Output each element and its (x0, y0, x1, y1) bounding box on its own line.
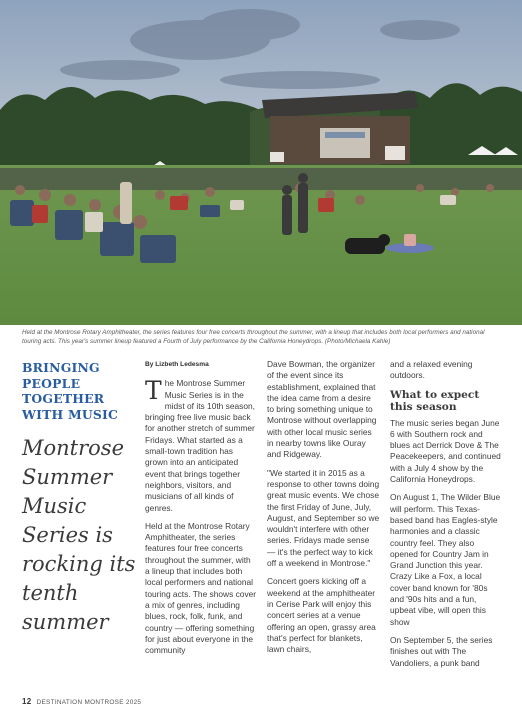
section-subhead: What to expect this season (390, 388, 480, 414)
photo-caption: Held at the Montrose Rotary Amphitheater, the series features four free concerts throughout the summer, with a lineup that includes both local performers and national touring acts. This year's summer lineup featured a Fourth of July performance by the California Honeydrops. (Photo/Michaela Kahle) (22, 329, 485, 345)
paragraph: and a relaxed evening outdoors. (390, 359, 473, 381)
article-column-2 (145, 359, 257, 663)
article-column-4 (390, 359, 502, 676)
paragraph: Dave Bowman, the organizer of the event since its establishment, explained that the idea came from a desire to bring something unique to Montrose without overlapping with other local music series in nearby towns like Ouray and Ridgeway. (267, 359, 377, 460)
paragraph-text: he Montrose Summer Music Series is in the midst of its 10th season, bringing free live music back for another stretch of summer Fridays. What started as a small-town tradition has grown into an anticipated event that brings together neighbors, visitors, and musicians of all kinds of genres. (145, 378, 255, 513)
hero-photo (0, 0, 522, 325)
paragraph: "We started it in 2015 as a response to other towns doing great music events. We chose the first Friday of June, July, August, and September so we wouldn't interfere with other series. Fridays made sense — it's the perfect way to kick off a weekend in Montrose." (267, 467, 380, 569)
drop-cap: T (145, 376, 162, 406)
amphitheater-stage (262, 92, 418, 164)
section-kicker: BRINGING PEOPLE TOGETHER WITH MUSIC (22, 360, 119, 422)
article-column-3 (267, 359, 380, 662)
publication-name: DESTINATION MONTROSE 2025 (36, 699, 142, 706)
paragraph: Held at the Montrose Rotary Amphitheater, the series features four free concerts throughout the summer, with a lineup that includes both local performers and national touring acts. The shows cover a mix of genres, including blues, rock, folk, funk, and country — offering something for just about everyone in the community (145, 520, 257, 656)
paragraph: The music series began June 6 with Southern rock and blues act Derrick Dove & The Peacekeepers, and continued with a July 4 show by the California Honeydrops. (390, 417, 501, 485)
paragraph: Concert goers kicking off a weekend at the amphitheater in Cerise Park will enjoy this concert series at a venue offering an open, grassy area that's perfect for blankets, lawn chairs, (267, 576, 376, 655)
concert-scene-illustration (0, 0, 522, 325)
page-footer (22, 697, 141, 706)
paragraph (145, 378, 257, 514)
page-number: 12 (22, 697, 32, 706)
paragraph: On September 5, the series finishes out with The Vandoliers, a punk band (390, 634, 493, 668)
article-headline: Montrose Summer Music Series is rocking its tenth summer (22, 436, 136, 634)
byline: By Lizbeth Ledesma (145, 361, 209, 368)
paragraph: On August 1, The Wilder Blue will perform. This Texas-based band has Eagles-style harmonies and a classic country feel. They also opened for Country Jam in Grand Junction this year. Crazy Like a Fox, a local cover band known for '80s and '90s hits and a fun, upbeat vibe, will open this show (390, 492, 501, 627)
